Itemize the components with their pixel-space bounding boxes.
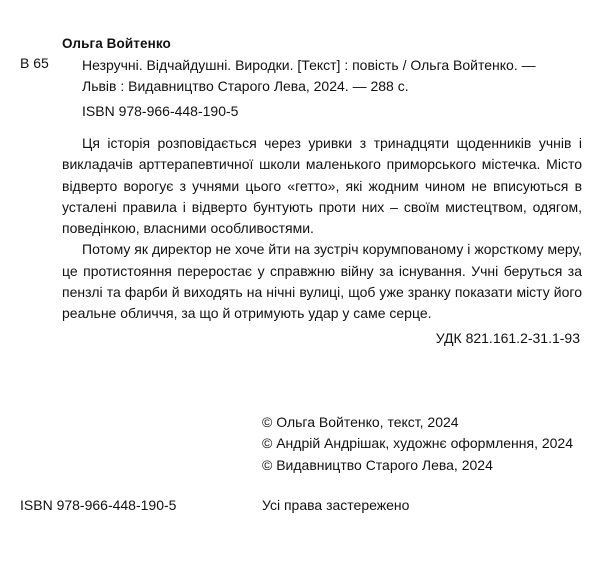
copyright-line: © Ольга Войтенко, текст, 2024: [262, 414, 459, 430]
copyright-line: © Андрій Андрішак, художнє оформлення, 2024: [262, 435, 573, 452]
udk-code: УДК 821.161.2-31.1-93: [435, 330, 580, 346]
bibliographic-line-title: Незручні. Відчайдушні. Виродки. [Текст] : повість / Ольга Войтенко. —: [82, 57, 536, 73]
bibliographic-record: [82, 55, 582, 122]
rights-reserved: Усі права застережено: [262, 497, 410, 513]
copyright-line: © Видавництво Старого Лева, 2024: [262, 456, 493, 473]
library-code: В 65: [20, 55, 49, 71]
annotation-paragraph: Ця історія розповідається через уривки з тринадцяти щоденників учнів і викладачів арттерапевтичної школи маленького приморського містечка. Місто відверто ворогує з учнями цього «гетто», які жодним чином не вписуються в усталені правила і відверто бунтують проти них – своїм мистецтвом, одягом, поведінкою, власними особливостями.: [62, 135, 582, 237]
bibliographic-line-publisher: Львів : Видавництво Старого Лева, 2024. — 288 с.: [82, 78, 409, 94]
annotation-paragraph: Потому як директор не хоче йти на зустріч корумпованому і жорсткому меру, це протистояння переростає у справжню війну за існування. Учні беруться за пензлі та фарби й виходять на нічні вулиці, щоб уже зранку показати місту його реальне обличчя, за що й отримують удар у саме серце.: [62, 241, 582, 322]
author-name: Ольга Войтенко: [62, 36, 171, 51]
copyright-block: [262, 412, 573, 476]
annotation: [62, 133, 582, 325]
footer-isbn: ISBN 978-966-448-190-5: [20, 497, 177, 513]
bibliographic-isbn: ISBN 978-966-448-190-5: [82, 103, 239, 119]
